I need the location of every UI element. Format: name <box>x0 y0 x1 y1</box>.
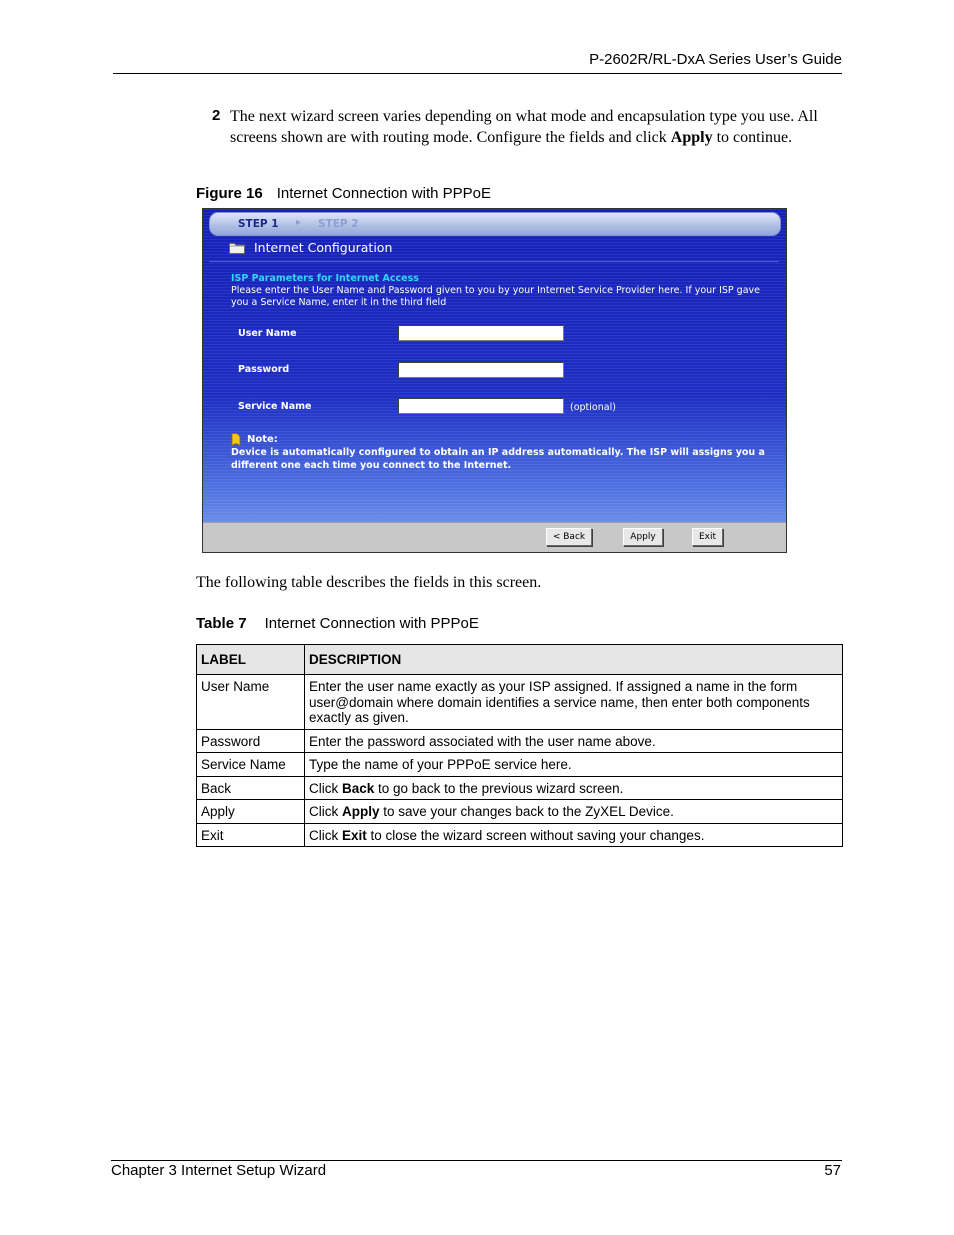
row-description <box>305 823 843 847</box>
intro-paragraph: The following table describes the fields in this screen. <box>196 574 542 591</box>
row-description-pre: Click <box>309 827 342 843</box>
note-label: Note: <box>247 434 278 445</box>
table-row <box>197 776 843 800</box>
service-name-input[interactable] <box>398 398 564 414</box>
password-label: Password <box>238 364 290 375</box>
step-text-bold: Apply <box>670 128 713 146</box>
isp-section-heading: ISP Parameters for Internet Access <box>231 273 419 284</box>
exit-button[interactable]: Exit <box>692 528 723 546</box>
table-caption <box>196 615 479 632</box>
table-row <box>197 729 843 753</box>
password-input[interactable] <box>398 362 564 378</box>
table-row <box>197 675 843 730</box>
row-label: Apply <box>197 800 305 824</box>
wizard-step-1: STEP 1 <box>238 218 279 230</box>
table-row <box>197 823 843 847</box>
row-description-post: to close the wizard screen without saving your changes. <box>366 827 705 843</box>
footer-chapter: Chapter 3 Internet Setup Wizard <box>111 1162 327 1179</box>
footer-rule <box>111 1160 842 1161</box>
table-row <box>197 753 843 777</box>
row-label: Password <box>197 729 305 753</box>
note-pin-icon <box>231 433 241 446</box>
arrow-right-icon: ▸ <box>296 217 302 228</box>
row-label: Back <box>197 776 305 800</box>
table-row <box>197 800 843 824</box>
wizard-screenshot <box>202 208 787 553</box>
wizard-step-2: STEP 2 <box>318 218 359 230</box>
isp-section-description: Please enter the User Name and Password given to you by your Internet Service Provider here. If your ISP gave you a Service Name, enter it in the third field <box>231 285 760 308</box>
row-description-post: to save your changes back to the ZyXEL Device. <box>379 804 674 819</box>
table-header-row <box>197 645 843 675</box>
row-description-pre: Click <box>309 780 342 796</box>
row-description <box>305 675 843 730</box>
step-text-after: to continue. <box>712 128 793 146</box>
row-description <box>305 753 843 777</box>
table-label: Table 7 <box>196 615 247 632</box>
running-header: P-2602R/RL-DxA Series User’s Guide <box>589 51 842 68</box>
row-label: User Name <box>197 675 305 730</box>
row-description <box>305 800 843 824</box>
figure-label: Figure 16 <box>196 185 263 202</box>
figure-title: Internet Connection with PPPoE <box>276 185 491 202</box>
field-description-table <box>196 644 843 847</box>
row-label: Exit <box>197 823 305 847</box>
row-description <box>305 776 843 800</box>
step-text-before: The next wizard screen varies depending on what mode and encapsulation type you use. All screens shown are with routing mode. Configure the fields and click <box>230 108 818 146</box>
row-description-pre: Click <box>309 804 342 819</box>
folder-icon <box>229 241 245 254</box>
row-description <box>305 729 843 753</box>
row-label: Service Name <box>197 753 305 777</box>
user-name-input[interactable] <box>398 325 564 341</box>
apply-button[interactable]: Apply <box>623 528 663 546</box>
panel-title: Internet Configuration <box>254 240 393 255</box>
row-description-post: to go back to the previous wizard screen. <box>374 780 624 796</box>
service-name-label: Service Name <box>238 401 312 412</box>
description-column-header: DESCRIPTION <box>305 645 843 675</box>
back-button[interactable]: < Back <box>546 528 592 546</box>
title-divider <box>209 261 779 262</box>
row-description-bold: Apply <box>342 804 380 819</box>
row-description-text: Type the name of your PPPoE service here. <box>309 757 572 772</box>
wizard-step-bar <box>209 212 781 236</box>
row-description-text: Enter the user name exactly as your ISP assigned. If assigned a name in the form user@domain where domain identifies a service name, then enter both components exactly as given. <box>309 679 810 725</box>
row-description-bold: Back <box>342 780 375 796</box>
optional-hint: (optional) <box>570 402 616 413</box>
note-text: Device is automatically configured to obtain an IP address automatically. The ISP will assigns you a different one each time you connect to the Internet. <box>231 447 765 471</box>
button-bar <box>203 522 786 552</box>
table-title: Internet Connection with PPPoE <box>264 615 479 632</box>
step-number: 2 <box>212 107 221 124</box>
user-name-label: User Name <box>238 328 297 339</box>
label-column-header: LABEL <box>197 645 305 675</box>
header-rule <box>113 73 842 74</box>
figure-caption <box>196 185 491 202</box>
step-text <box>230 107 842 148</box>
page-number: 57 <box>824 1162 841 1179</box>
row-description-bold: Exit <box>342 827 367 843</box>
row-description-text: Enter the password associated with the user name above. <box>309 733 656 749</box>
